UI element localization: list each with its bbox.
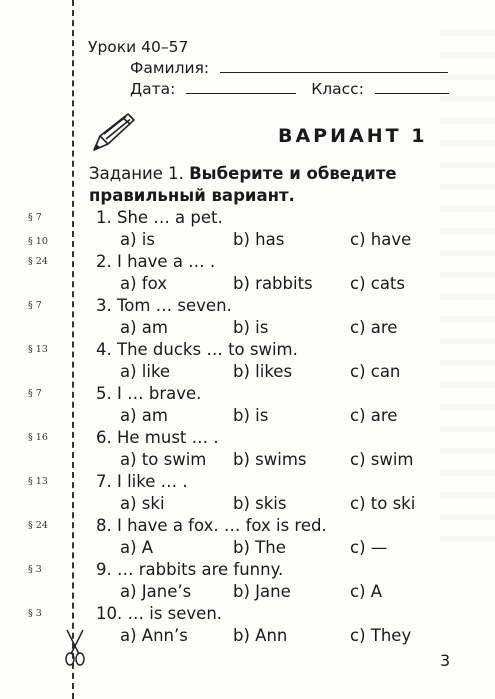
page-number: 3 bbox=[440, 651, 451, 670]
option-c[interactable]: c) A bbox=[350, 582, 383, 601]
section-ref: § 16 bbox=[28, 432, 48, 443]
option-b[interactable]: b) is bbox=[233, 406, 269, 425]
date-class-row bbox=[130, 79, 449, 98]
option-c[interactable]: c) are bbox=[350, 406, 398, 425]
question-item bbox=[0, 296, 495, 340]
option-b[interactable]: b) swims bbox=[233, 450, 307, 469]
option-b[interactable]: b) likes bbox=[233, 362, 293, 381]
date-blank[interactable] bbox=[186, 79, 296, 94]
section-ref: § 7 bbox=[28, 212, 42, 223]
question-item bbox=[0, 384, 495, 428]
option-c[interactable]: c) cats bbox=[350, 274, 406, 293]
section-ref: § 7 bbox=[28, 388, 42, 399]
question-item bbox=[0, 252, 495, 296]
scissors-icon bbox=[62, 628, 88, 668]
option-a[interactable]: a) Ann’s bbox=[120, 626, 188, 645]
class-blank[interactable] bbox=[375, 79, 449, 94]
option-b[interactable]: b) skis bbox=[233, 494, 287, 513]
option-a[interactable]: a) like bbox=[120, 362, 171, 381]
question-item bbox=[0, 560, 495, 604]
question-text: 2. I have a … . bbox=[96, 252, 216, 271]
option-a[interactable]: a) to swim bbox=[120, 450, 207, 469]
surname-label: Фамилия: bbox=[130, 59, 210, 77]
section-ref: § 24 bbox=[28, 256, 48, 267]
task-instruction: Выберите и обведите правильный вариант. bbox=[89, 164, 397, 205]
option-b[interactable]: b) Ann bbox=[233, 626, 288, 645]
question-text: 3. Tom … seven. bbox=[96, 296, 232, 315]
option-a[interactable]: a) Jane’s bbox=[120, 582, 192, 601]
option-a[interactable]: a) am bbox=[120, 406, 168, 425]
question-item bbox=[0, 428, 495, 472]
variant-title: ВАРИАНТ 1 bbox=[278, 125, 428, 147]
question-text: 10. … is seven. bbox=[96, 604, 223, 623]
question-text: 1. She … a pet. bbox=[96, 208, 223, 227]
option-b[interactable]: b) rabbits bbox=[233, 274, 313, 293]
section-ref: § 10 bbox=[28, 236, 48, 247]
option-b[interactable]: b) The bbox=[233, 538, 286, 557]
option-c[interactable]: c) swim bbox=[350, 450, 414, 469]
option-a[interactable]: a) is bbox=[120, 230, 155, 249]
option-b[interactable]: b) has bbox=[233, 230, 285, 249]
question-text: 8. I have a fox. … fox is red. bbox=[96, 516, 327, 535]
question-text: 5. I … brave. bbox=[96, 384, 202, 403]
question-text: 7. I like … . bbox=[96, 472, 188, 491]
option-b[interactable]: b) is bbox=[233, 318, 269, 337]
section-ref: § 13 bbox=[28, 476, 48, 487]
date-label: Дата: bbox=[130, 80, 176, 98]
section-ref: § 7 bbox=[28, 300, 42, 311]
option-c[interactable]: c) — bbox=[350, 538, 388, 557]
class-label: Класс: bbox=[311, 80, 364, 98]
question-text: 9. … rabbits are funny. bbox=[96, 560, 284, 579]
question-item bbox=[0, 472, 495, 516]
surname-row bbox=[130, 58, 448, 77]
option-a[interactable]: a) A bbox=[120, 538, 154, 557]
option-c[interactable]: c) to ski bbox=[350, 494, 416, 513]
question-item bbox=[0, 516, 495, 560]
section-ref: § 3 bbox=[28, 608, 42, 619]
lessons-range: Уроки 40–57 bbox=[88, 38, 189, 56]
question-item bbox=[0, 340, 495, 384]
question-text: 6. He must … . bbox=[96, 428, 219, 447]
option-a[interactable]: a) ski bbox=[120, 494, 165, 513]
surname-blank[interactable] bbox=[220, 58, 448, 73]
option-a[interactable]: a) am bbox=[120, 318, 168, 337]
option-a[interactable]: a) fox bbox=[120, 274, 167, 293]
question-text: 4. The ducks … to swim. bbox=[96, 340, 298, 359]
section-ref: § 24 bbox=[28, 520, 48, 531]
option-b[interactable]: b) Jane bbox=[233, 582, 291, 601]
task-number: Задание 1. bbox=[89, 164, 184, 183]
pencil-icon bbox=[90, 110, 138, 154]
option-c[interactable]: c) are bbox=[350, 318, 398, 337]
option-c[interactable]: c) have bbox=[350, 230, 412, 249]
option-c[interactable]: c) They bbox=[350, 626, 412, 645]
section-ref: § 13 bbox=[28, 344, 48, 355]
option-c[interactable]: c) can bbox=[350, 362, 401, 381]
section-ref: § 3 bbox=[28, 564, 42, 575]
task-heading bbox=[89, 163, 449, 207]
